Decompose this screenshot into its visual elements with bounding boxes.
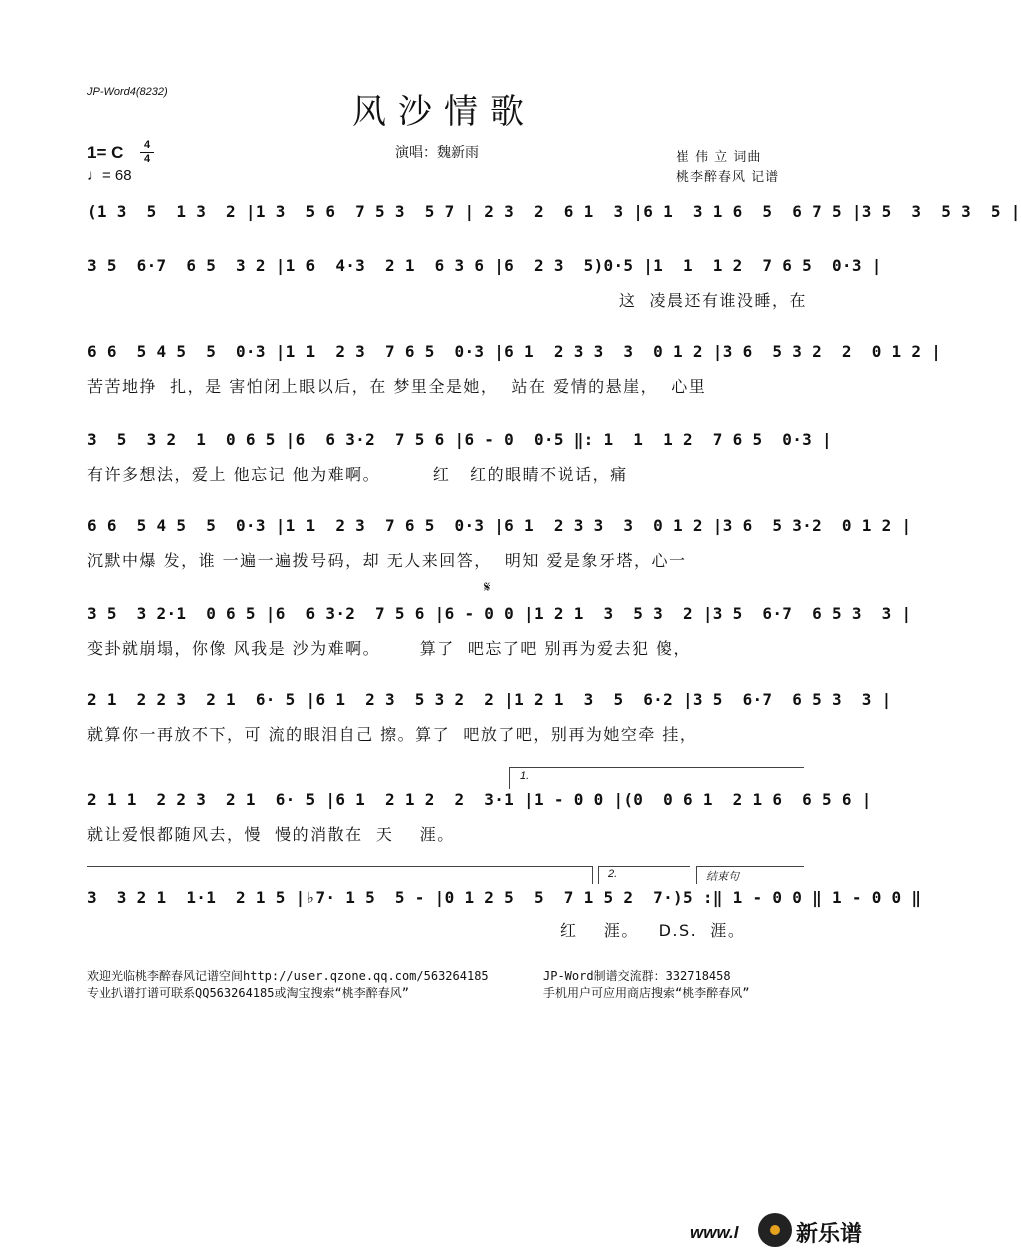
footer-left-line-1: 欢迎光临桃李醉春风记谱空间http://user.qzone.qq.com/563264185 — [87, 969, 489, 983]
notation-line-7: 2 1 2 2 3 2 1 6· 5 |6 1 2 3 5 3 2 2 |1 2 1 3 5 6·2 |3 5 6·7 6 5 3 3 | — [87, 690, 892, 709]
volta-1-label: 1. — [520, 770, 530, 782]
lyric-line-5: 沉默中爆 发，谁 一遍一遍拨号码，却 无人来回答， 明知 爱是象牙塔，心一 — [87, 551, 687, 570]
volta-1-bracket — [509, 767, 804, 768]
footer-right-line-2: 手机用户可应用商店搜索“桃李醉春风” — [543, 986, 750, 1000]
repeat-span-line — [87, 866, 592, 867]
footer-left-line-2: 专业扒谱打谱可联系QQ563264185或淘宝搜索“桃李醉春风” — [87, 986, 409, 1000]
repeat-span-edge — [592, 866, 593, 884]
key-signature: 1= C — [87, 143, 124, 162]
volta-1-bracket-edge — [509, 767, 510, 789]
notation-line-6: 3 5 3 2·1 0 6 5 |6 6 3·2 7 5 6 |6 - 0 0 |1 2 1 3 5 3 2 |3 5 6·7 6 5 3 3 | — [87, 604, 912, 623]
time-signature-bottom: 4 — [143, 153, 151, 165]
notation-line-3: 6 6 5 4 5 5 0·3 |1 1 2 3 7 6 5 0·3 |6 1 2 3 3 3 0 1 2 |3 6 5 3 2 2 0 1 2 | — [87, 342, 942, 361]
lyric-line-7: 就算你一再放不下，可 流的眼泪自己 擦。算了 吧放了吧，别再为她空牵 挂， — [87, 725, 698, 744]
notation-line-5: 6 6 5 4 5 5 0·3 |1 1 2 3 7 6 5 0·3 |6 1 2 3 3 3 0 1 2 |3 6 5 3·2 0 1 2 | — [87, 516, 912, 535]
volta-2-bracket-edge — [598, 866, 599, 884]
notation-line-9: 3 3 2 1 1·1 2 1 5 |♭7· 1 5 5 - |0 1 2 5 5 7 1 5 2 7·)5 :‖ 1 - 0 0 ‖ 1 - 0 0 ‖ — [87, 888, 922, 907]
brand-name: 新乐谱 — [796, 1222, 863, 1247]
notation-line-4: 3 5 3 2 1 0 6 5 |6 6 3·2 7 5 6 |6 - 0 0·5 ‖: 1 1 1 2 7 6 5 0·3 | — [87, 430, 832, 449]
lyric-line-6: 变卦就崩塌，你像 风我是 沙为难啊。 算了 吧忘了吧 别再为爱去犯 傻， — [87, 639, 692, 658]
transcriber-credit: 桃李醉春风 记谱 — [676, 170, 780, 185]
notation-line-8: 2 1 1 2 2 3 2 1 6· 5 |6 1 2 1 2 2 3·1 |1 - 0 0 |(0 0 6 1 2 1 6 6 5 6 | — [87, 790, 872, 809]
ending-bracket — [696, 866, 804, 867]
time-signature-top: 4 — [143, 139, 151, 151]
tempo-marking: ♩= 68 — [87, 167, 132, 184]
notation-line-1: (1 3 5 1 3 2 |1 3 5 6 7 5 3 5 7 | 2 3 2 6 1 3 |6 1 3 1 6 5 6 7 5 |3 5 3 5 3 5 | — [87, 202, 1021, 221]
time-signature — [140, 140, 154, 165]
song-title: 风沙情歌 — [352, 92, 536, 132]
lyric-line-2: 这 凌晨还有谁没睡，在 — [618, 291, 807, 310]
singer-credit: 演唱：魏新雨 — [395, 145, 479, 161]
footer-right-line-1: JP-Word制谱交流群：332718458 — [543, 969, 731, 983]
lyric-line-8: 就让爱恨都随风去，慢 慢的消散在 天 涯。 — [87, 825, 455, 844]
lyric-line-9: 红 涯。 D.S. 涯。 — [560, 921, 746, 940]
composer-credit: 崔 伟 立 词曲 — [676, 150, 762, 165]
volta-2-bracket — [598, 866, 690, 867]
brand-url: www.l — [690, 1223, 739, 1242]
software-label: JP-Word4(8232) — [87, 86, 168, 98]
lyric-line-3: 苦苦地挣 扎，是 害怕闭上眼以后，在 梦里全是她， 站在 爱情的悬崖， 心里 — [87, 377, 707, 396]
record-disc-icon — [758, 1213, 792, 1247]
ending-label: 结束句 — [706, 871, 739, 883]
notation-line-2: 3 5 6·7 6 5 3 2 |1 6 4·3 2 1 6 3 6 |6 2 3 5)0·5 |1 1 1 2 7 6 5 0·3 | — [87, 256, 882, 275]
segno-sign: 𝄋 — [484, 578, 491, 596]
ending-bracket-edge — [696, 866, 697, 884]
volta-2-label: 2. — [608, 868, 618, 880]
lyric-line-4: 有许多想法，爱上 他忘记 他为难啊。 红 红的眼睛不说话，痛 — [87, 465, 628, 484]
